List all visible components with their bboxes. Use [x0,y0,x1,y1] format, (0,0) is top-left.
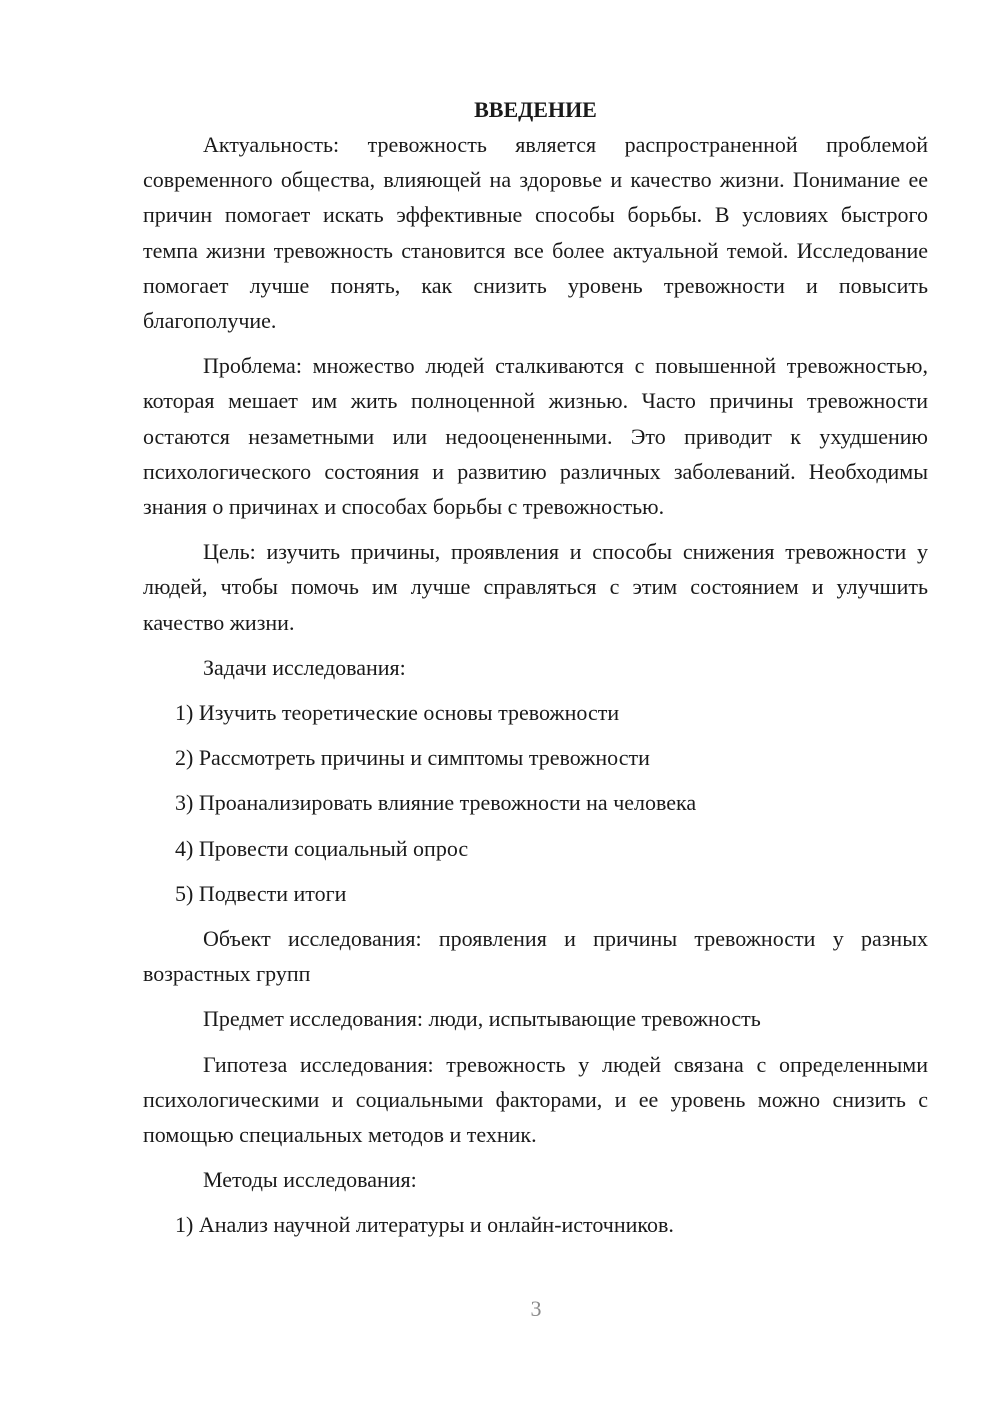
task-item-1: 1) Изучить теоретические основы тревожности [175,700,620,726]
page-title: ВВЕДЕНИЕ [474,97,597,122]
relevance-paragraph: Актуальность: тревожность является распространенной проблемой современного общества, влияющей на здоровье и качество жизни. Понимание ее причин помогает искать эффективные способы борьбы. В условиях быстрого темпа жизни тревожность становится все более актуальной темой. Исследование помогает лучше понять, как снизить уровень тревожности и повысить благополучие. [143,132,928,334]
hypothesis-paragraph: Гипотеза исследования: тревожность у людей связана с определенными психологическими и социальными факторами, и ее уровень можно снизить с помощью специальных методов и техник. [143,1051,928,1147]
method-item-1: 1) Анализ научной литературы и онлайн-источников. [175,1212,674,1238]
methods-heading: Методы исследования: [203,1167,417,1193]
task-item-4: 4) Провести социальный опрос [175,835,469,861]
task-item-3: 3) Проанализировать влияние тревожности на человека [175,790,697,816]
task-item-2: 2) Рассмотреть причины и симптомы тревожности [175,745,650,771]
subject-paragraph: Предмет исследования: люди, испытывающие тревожность [203,1006,761,1032]
problem-paragraph: Проблема: множество людей сталкиваются с повышенной тревожностью, которая мешает им жить полноценной жизнью. Часто причины тревожности остаются незаметными или недооцененными. Это приводит к ухудшению психологического состояния и развитию различных заболеваний. Необходимы знания о причинах и способах борьбы с тревожностью. [143,353,928,520]
page-content [143,92,928,1243]
goal-paragraph: Цель: изучить причины, проявления и способы снижения тревожности у людей, чтобы помочь им лучше справляться с этим состоянием и улучшить качество жизни. [143,539,928,635]
page-number: 3 [530,1296,542,1321]
task-item-5: 5) Подвести итоги [175,880,347,906]
object-paragraph: Объект исследования: проявления и причины тревожности у разных возрастных групп [143,925,928,987]
tasks-heading: Задачи исследования: [203,654,406,680]
